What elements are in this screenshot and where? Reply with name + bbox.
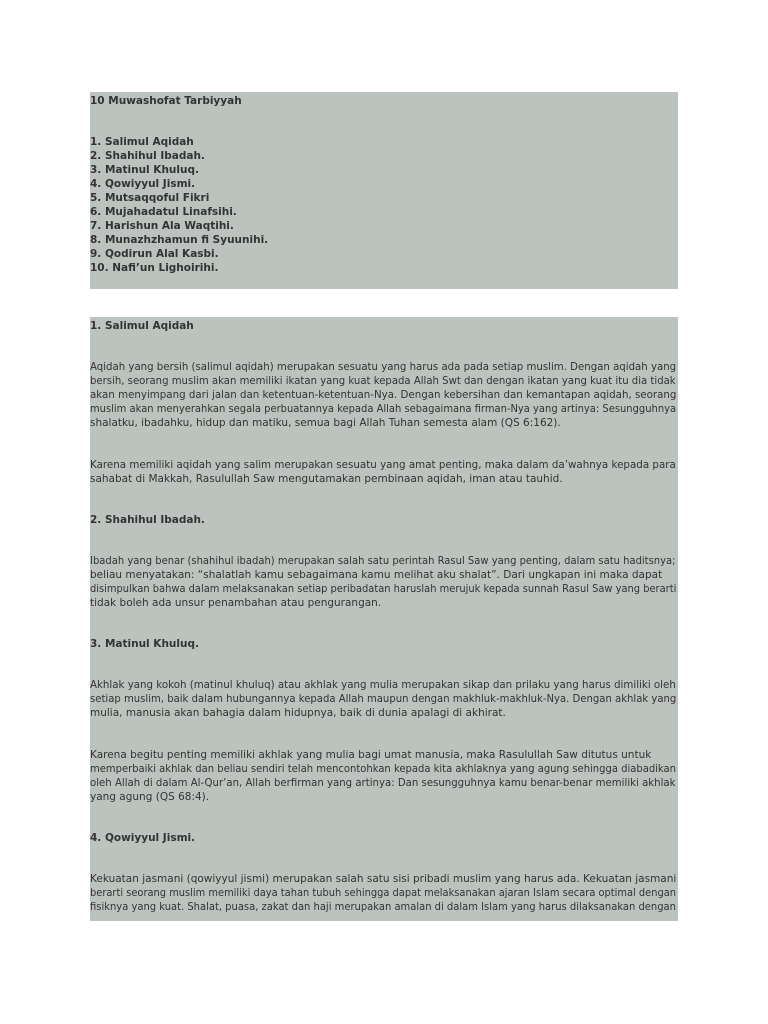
toc-item: 9. Qodirun Alal Kasbi. xyxy=(90,248,219,260)
spacer xyxy=(90,108,678,135)
paragraph: Akhlak yang kokoh (matinul khuluq) atau akhlak yang mulia merupakan sikap dan prilaku yang harus dimiliki oleh setiap muslim, baik dalam hubungannya kepada Allah maupun dengan makhluk-makhluk-Nya. Dengan akhlak yang mulia, manusia akan bahagia dalam hidupnya, baik di dunia apalagi di akhirat. xyxy=(90,679,677,719)
content-panel xyxy=(90,317,678,921)
toc-item: 7. Harishun Ala Waqtihi. xyxy=(90,220,234,232)
section-heading: 1. Salimul Aqidah xyxy=(90,320,194,332)
paragraph: Karena memiliki aqidah yang salim merupakan sesuatu yang amat penting, maka dalam da’wahnya kepada para sahabat di Makkah, Rasulullah Saw mengutamakan pembinaan aqidah, iman atau tauhid. xyxy=(90,459,676,485)
paragraph: Karena begitu penting memiliki akhlak yang mulia bagi umat manusia, maka Rasulullah Saw ditutus untuk memperbaiki akhlak dan beliau sendiri telah mencontohkan kepada kita akhlaknya yang agung sehingga diabadikan oleh Allah di dalam Al-Qur’an, Allah berfirman yang artinya: Dan sesungguhnya kamu benar-benar memiliki akhlak yang agung (QS 68:4). xyxy=(90,749,676,803)
paragraph: Ibadah yang benar (shahihul ibadah) merupakan salah satu perintah Rasul Saw yang penting, dalam satu haditsnya; beliau menyatakan: “shalatlah kamu sebagaimana kamu melihat aku shalat”. Dari ungkapan ini maka dapat disimpulkan bahwa dalam melaksanakan setiap peribadatan haruslah merujuk kepada sunnah Rasul Saw yang berarti tidak boleh ada unsur penambahan atau pengurangan. xyxy=(90,555,677,609)
paragraph: Kekuatan jasmani (qowiyyul jismi) merupakan salah satu sisi pribadi muslim yang harus ada. Kekuatan jasmani berarti seorang muslim memiliki daya tahan tubuh sehingga dapat melaksanakan ajaran Islam secara optimal dengan fisiknya yang kuat. Shalat, puasa, zakat dan haji merupakan amalan di dalam Islam yang harus dilaksanakan dengan xyxy=(90,873,677,913)
toc-item: 5. Mutsaqqoful Fikri xyxy=(90,192,210,204)
toc-item: 4. Qowiyyul Jismi. xyxy=(90,178,196,190)
toc-item: 6. Mujahadatul Linafsihi. xyxy=(90,206,237,218)
toc-list xyxy=(90,135,678,275)
toc-item: 3. Matinul Khuluq. xyxy=(90,164,199,176)
paragraph: Aqidah yang bersih (salimul aqidah) merupakan sesuatu yang harus ada pada setiap muslim. Dengan aqidah yang bersih, seorang muslim akan memiliki ikatan yang kuat kepada Allah Swt dan dengan ikatan yang kuat itu dia tidak akan menyimpang dari jalan dan ketentuan-ketentuan-Nya. Dengan kebersihan dan kemantapan aqidah, seorang muslim akan menyerahkan segala perbuatannya kepada Allah sebagaimana firman-Nya yang artinya: Sesungguhnya shalatku, ibadahku, hidup dan matiku, semua bagi Allah Tuhan semesta alam (QS 6:162). xyxy=(90,361,677,429)
toc-item: 2. Shahihul Ibadah. xyxy=(90,150,205,162)
section-heading: 3. Matinul Khuluq. xyxy=(90,638,199,650)
toc-item: 10. Nafi’un Lighoirihi. xyxy=(90,262,219,274)
toc-item: 1. Salimul Aqidah xyxy=(90,136,194,148)
section-heading: 4. Qowiyyul Jismi. xyxy=(90,832,196,844)
section-heading: 2. Shahihul Ibadah. xyxy=(90,514,205,526)
toc-title: 10 Muwashofat Tarbiyyah xyxy=(90,95,242,107)
toc-panel xyxy=(90,92,678,289)
toc-item: 8. Munazhzhamun fi Syuunihi. xyxy=(90,234,269,246)
